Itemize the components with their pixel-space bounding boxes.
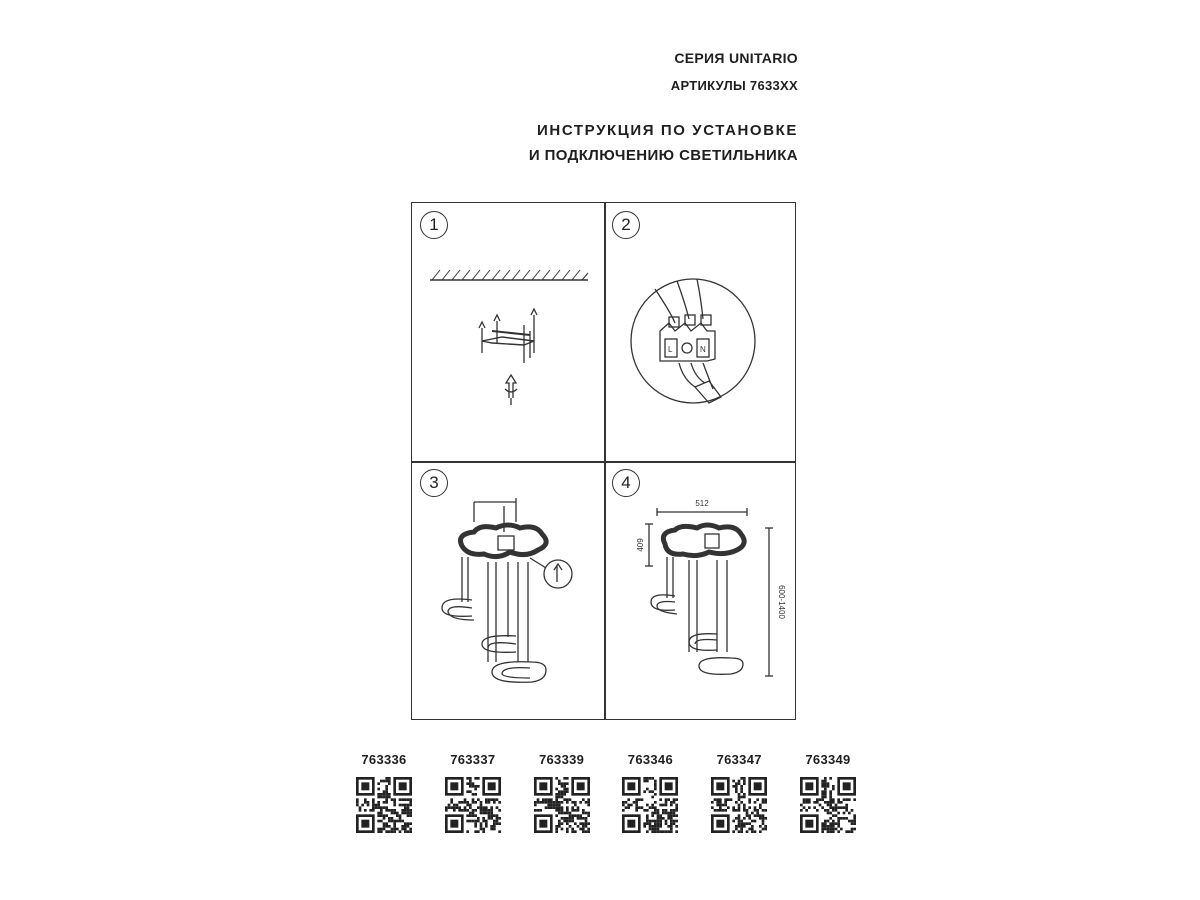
instruction-title-line2: И ПОДКЛЮЧЕНИЮ СВЕТИЛЬНИКА <box>528 147 798 164</box>
ceiling-mount-bracket-icon <box>412 203 604 461</box>
qr-code-icon[interactable] <box>356 777 412 833</box>
product-code-item <box>352 752 416 833</box>
product-code-label: 763336 <box>361 752 407 767</box>
qr-code-icon[interactable] <box>622 777 678 833</box>
product-code-label: 763337 <box>450 752 496 767</box>
terminal-label-l: L <box>668 345 673 354</box>
chandelier-dimensions-icon <box>605 462 797 720</box>
step-4-number: 4 <box>612 469 640 497</box>
product-code-item <box>441 752 505 833</box>
product-code-label: 763349 <box>805 752 851 767</box>
terminal-block-wiring-icon <box>605 203 797 461</box>
instruction-steps-grid <box>411 202 796 720</box>
qr-code-icon[interactable] <box>534 777 590 833</box>
product-code-item <box>707 752 771 833</box>
qr-code-icon[interactable] <box>800 777 856 833</box>
dimension-height: 600-1400 <box>777 585 786 619</box>
qr-code-icon[interactable] <box>711 777 767 833</box>
product-code-item <box>530 752 594 833</box>
product-code-label: 763339 <box>539 752 585 767</box>
article-numbers: АРТИКУЛЫ 7633XX <box>670 78 798 93</box>
step-1-number: 1 <box>420 211 448 239</box>
qr-code-icon[interactable] <box>445 777 501 833</box>
product-code-item <box>618 752 682 833</box>
step-3-number: 3 <box>420 469 448 497</box>
step-2-number: 2 <box>612 211 640 239</box>
product-code-label: 763346 <box>627 752 673 767</box>
product-codes-row <box>352 752 860 833</box>
dimension-depth: 409 <box>636 538 645 552</box>
product-code-item <box>796 752 860 833</box>
dimension-width: 512 <box>695 499 709 508</box>
chandelier-assembly-icon <box>412 462 604 720</box>
product-code-label: 763347 <box>716 752 762 767</box>
instruction-title-line1: ИНСТРУКЦИЯ ПО УСТАНОВКЕ <box>537 122 798 139</box>
series-title: СЕРИЯ UNITARIO <box>674 50 798 66</box>
terminal-label-n: N <box>700 345 706 354</box>
